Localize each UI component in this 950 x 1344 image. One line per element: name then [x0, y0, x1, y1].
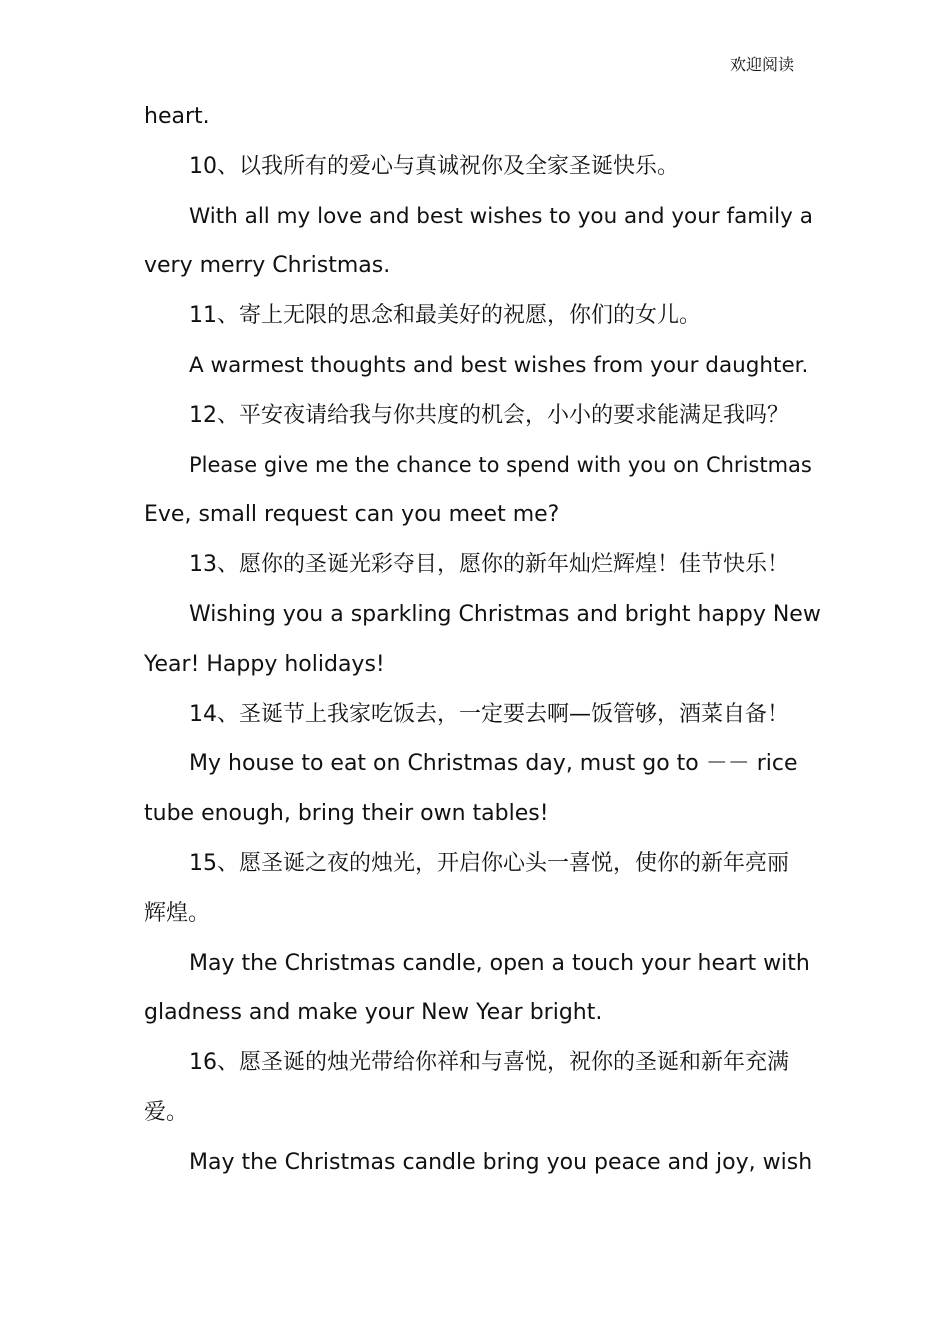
document-body — [144, 92, 820, 1188]
text-line: Please give me the chance to spend with you on Christmas — [189, 452, 812, 477]
text-line: 10、以我所有的爱心与真诚祝你及全家圣诞快乐。 — [189, 153, 679, 179]
text-line: 16、愿圣诞的烛光带给你祥和与喜悦，祝你的圣诞和新年充满 — [189, 1050, 789, 1076]
text-line: A warmest thoughts and best wishes from your daughter. — [189, 352, 809, 378]
text-line: Year! Happy holidays! — [144, 651, 385, 677]
text-line: Eve, small request can you meet me? — [144, 502, 560, 528]
text-line: tube enough, bring their own tables! — [144, 801, 549, 827]
text-line: My house to eat on Christmas day, must go to －－ rice — [189, 751, 798, 777]
text-line: 辉煌。 — [144, 900, 211, 926]
text-line: heart. — [144, 104, 210, 129]
text-line: 12、平安夜请给我与你共度的机会，小小的要求能满足我吗？ — [189, 402, 789, 428]
text-line: very merry Christmas. — [144, 253, 391, 279]
text-line: May the Christmas candle bring you peace and joy, wish — [189, 1149, 813, 1175]
text-line: May the Christmas candle, open a touch your heart with — [189, 950, 810, 976]
text-line: 14、圣诞节上我家吃饭去，一定要去啊—饭管够，酒菜自备！ — [189, 701, 789, 727]
text-line: With all my love and best wishes to you and your family a — [189, 203, 813, 229]
text-line: 爱。 — [144, 1099, 189, 1125]
text-line: 15、愿圣诞之夜的烛光，开启你心头一喜悦，使你的新年亮丽 — [189, 850, 789, 876]
text-line: 13、愿你的圣诞光彩夺目，愿你的新年灿烂辉煌！佳节快乐！ — [189, 552, 789, 578]
page-header: 欢迎阅读 — [730, 55, 795, 74]
text-line: 11、寄上无限的思念和最美好的祝愿，你们的女儿。 — [189, 303, 701, 329]
text-line: gladness and make your New Year bright. — [144, 1000, 603, 1026]
text-line: Wishing you a sparkling Christmas and bright happy New — [189, 601, 821, 627]
